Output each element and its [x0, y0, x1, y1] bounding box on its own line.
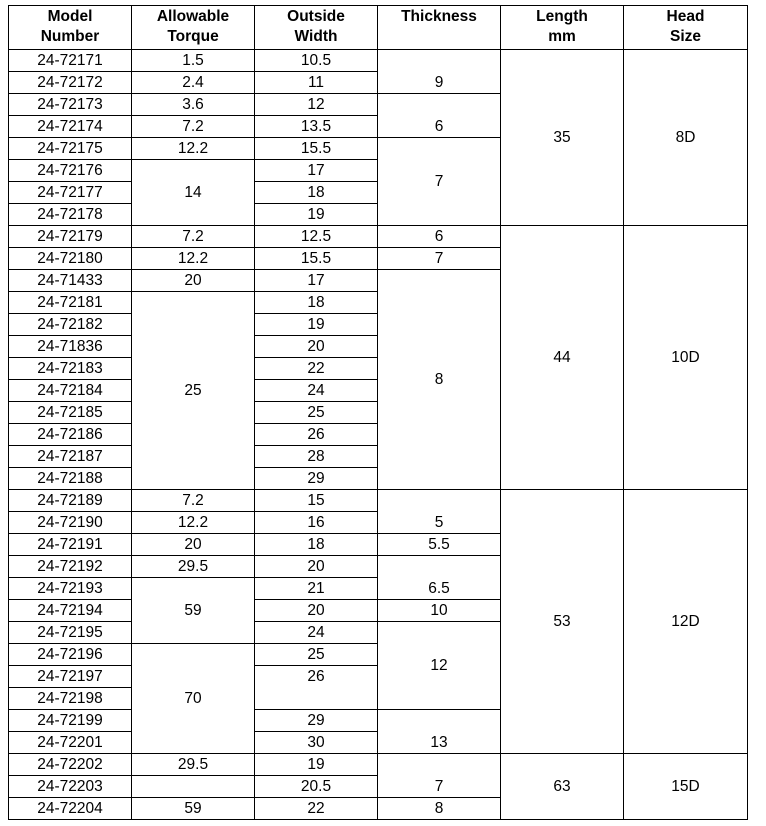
table-row: [9, 490, 748, 512]
outside-width-cell: 10.5: [255, 50, 378, 72]
header-outside-width: [255, 6, 378, 50]
allowable-torque-cell: 7.2: [132, 226, 255, 248]
header-width-line-2: Width: [294, 28, 338, 45]
allowable-torque-cell: 25: [132, 292, 255, 490]
table-header: [9, 6, 748, 50]
header-model-line-2: Number: [40, 28, 100, 45]
model-number-cell: 24-72181: [9, 292, 132, 314]
head-size-cell: 15D: [624, 754, 748, 820]
outside-width-cell: 29: [255, 710, 378, 732]
model-number-cell: 24-72184: [9, 380, 132, 402]
allowable-torque-cell: 3.6: [132, 94, 255, 116]
allowable-torque-cell: 29.5: [132, 754, 255, 776]
thickness-cell: 6: [378, 226, 501, 248]
head-size-cell: 10D: [624, 226, 748, 490]
allowable-torque-cell: 59: [132, 578, 255, 644]
allowable-torque-cell: 7.2: [132, 116, 255, 138]
thickness-cell: 8: [378, 798, 501, 820]
allowable-torque-cell: 14: [132, 160, 255, 226]
allowable-torque-cell: 1.5: [132, 50, 255, 72]
model-number-cell: 24-72183: [9, 358, 132, 380]
thickness-cell: 7: [378, 138, 501, 226]
model-number-cell: 24-72195: [9, 622, 132, 644]
header-head-line-1: Head: [666, 8, 705, 25]
allowable-torque-cell: 12.2: [132, 512, 255, 534]
header-width-line-1: Outside: [287, 8, 345, 25]
model-number-cell: 24-72172: [9, 72, 132, 94]
model-number-cell: 24-72186: [9, 424, 132, 446]
allowable-torque-cell: 29.5: [132, 556, 255, 578]
specification-table: [8, 5, 748, 820]
allowable-torque-cell: 70: [132, 644, 255, 754]
model-number-cell: 24-72171: [9, 50, 132, 72]
outside-width-cell: 13.5: [255, 116, 378, 138]
head-size-cell: 8D: [624, 50, 748, 226]
header-model-number: [9, 6, 132, 50]
allowable-torque-cell: 20: [132, 270, 255, 292]
header-head-line-2: Size: [669, 28, 701, 45]
outside-width-cell: 19: [255, 754, 378, 776]
model-number-cell: 24-72190: [9, 512, 132, 534]
outside-width-cell: 22: [255, 358, 378, 380]
outside-width-cell: 11: [255, 72, 378, 94]
model-number-cell: 24-72194: [9, 600, 132, 622]
outside-width-cell: 22: [255, 798, 378, 820]
thickness-cell: 5: [378, 490, 501, 534]
model-number-cell: 24-72179: [9, 226, 132, 248]
outside-width-cell: 18: [255, 534, 378, 556]
outside-width-cell: 24: [255, 622, 378, 644]
model-number-cell: 24-72196: [9, 644, 132, 666]
header-thickness-line-1: Thickness: [401, 8, 477, 25]
model-number-cell: 24-72182: [9, 314, 132, 336]
model-number-cell: 24-71433: [9, 270, 132, 292]
outside-width-cell: 18: [255, 182, 378, 204]
outside-width-cell: 20.5: [255, 776, 378, 798]
outside-width-cell: 15: [255, 490, 378, 512]
outside-width-cell: 20: [255, 556, 378, 578]
outside-width-cell: 28: [255, 446, 378, 468]
length-mm-cell: 44: [501, 226, 624, 490]
header-allowable-torque: [132, 6, 255, 50]
model-number-cell: 24-72178: [9, 204, 132, 226]
model-number-cell: 24-72201: [9, 732, 132, 754]
outside-width-cell: 29: [255, 468, 378, 490]
model-number-cell: 24-71836: [9, 336, 132, 358]
thickness-cell: 6: [378, 94, 501, 138]
model-number-cell: 24-72185: [9, 402, 132, 424]
outside-width-cell: 20: [255, 336, 378, 358]
outside-width-cell: 17: [255, 270, 378, 292]
outside-width-cell: 16: [255, 512, 378, 534]
outside-width-cell: 19: [255, 314, 378, 336]
outside-width-cell: 15.5: [255, 248, 378, 270]
header-length-line-1: Length: [536, 8, 588, 25]
model-number-cell: 24-72173: [9, 94, 132, 116]
outside-width-cell: 15.5: [255, 138, 378, 160]
outside-width-cell: 12: [255, 94, 378, 116]
table-body: [9, 50, 748, 820]
outside-width-cell: 25: [255, 644, 378, 666]
allowable-torque-cell: [132, 776, 255, 798]
model-number-cell: 24-72174: [9, 116, 132, 138]
model-number-cell: 24-72204: [9, 798, 132, 820]
model-number-cell: 24-72176: [9, 160, 132, 182]
model-number-cell: 24-72187: [9, 446, 132, 468]
outside-width-cell: 24: [255, 380, 378, 402]
outside-width-cell: 18: [255, 292, 378, 314]
length-mm-cell: 35: [501, 50, 624, 226]
thickness-cell: 13: [378, 710, 501, 754]
model-number-cell: 24-72202: [9, 754, 132, 776]
model-number-cell: 24-72197: [9, 666, 132, 688]
thickness-cell: 7: [378, 248, 501, 270]
model-number-cell: 24-72193: [9, 578, 132, 600]
allowable-torque-cell: 12.2: [132, 248, 255, 270]
outside-width-cell: 26: [255, 424, 378, 446]
header-torque-line-1: Allowable: [156, 8, 230, 25]
length-mm-cell: 53: [501, 490, 624, 754]
header-length-line-2: mm: [548, 28, 576, 45]
allowable-torque-cell: 2.4: [132, 72, 255, 94]
length-mm-cell: 63: [501, 754, 624, 820]
outside-width-cell: 25: [255, 402, 378, 424]
model-number-cell: 24-72189: [9, 490, 132, 512]
header-torque-line-2: Torque: [167, 28, 219, 45]
thickness-cell: 12: [378, 622, 501, 710]
header-model-line-1: Model: [47, 8, 93, 25]
header-head-size: [624, 6, 748, 50]
allowable-torque-cell: 20: [132, 534, 255, 556]
thickness-cell: 8: [378, 270, 501, 490]
outside-width-cell: 19: [255, 204, 378, 226]
table-row: [9, 50, 748, 72]
model-number-cell: 24-72198: [9, 688, 132, 710]
thickness-cell: 6.5: [378, 556, 501, 600]
allowable-torque-cell: 7.2: [132, 490, 255, 512]
model-number-cell: 24-72191: [9, 534, 132, 556]
thickness-cell: 5.5: [378, 534, 501, 556]
outside-width-cell: 12.5: [255, 226, 378, 248]
model-number-cell: 24-72188: [9, 468, 132, 490]
model-number-cell: 24-72177: [9, 182, 132, 204]
header-thickness: [378, 6, 501, 50]
outside-width-cell: 26: [255, 666, 378, 710]
outside-width-cell: 17: [255, 160, 378, 182]
table-row: [9, 226, 748, 248]
thickness-cell: 10: [378, 600, 501, 622]
model-number-cell: 24-72203: [9, 776, 132, 798]
table-row: [9, 754, 748, 776]
thickness-cell: 9: [378, 50, 501, 94]
allowable-torque-cell: 12.2: [132, 138, 255, 160]
model-number-cell: 24-72180: [9, 248, 132, 270]
thickness-cell: 7: [378, 754, 501, 798]
header-row: [9, 6, 748, 50]
outside-width-cell: 30: [255, 732, 378, 754]
model-number-cell: 24-72175: [9, 138, 132, 160]
head-size-cell: 12D: [624, 490, 748, 754]
header-length-mm: [501, 6, 624, 50]
outside-width-cell: 20: [255, 600, 378, 622]
model-number-cell: 24-72199: [9, 710, 132, 732]
allowable-torque-cell: 59: [132, 798, 255, 820]
outside-width-cell: 21: [255, 578, 378, 600]
model-number-cell: 24-72192: [9, 556, 132, 578]
